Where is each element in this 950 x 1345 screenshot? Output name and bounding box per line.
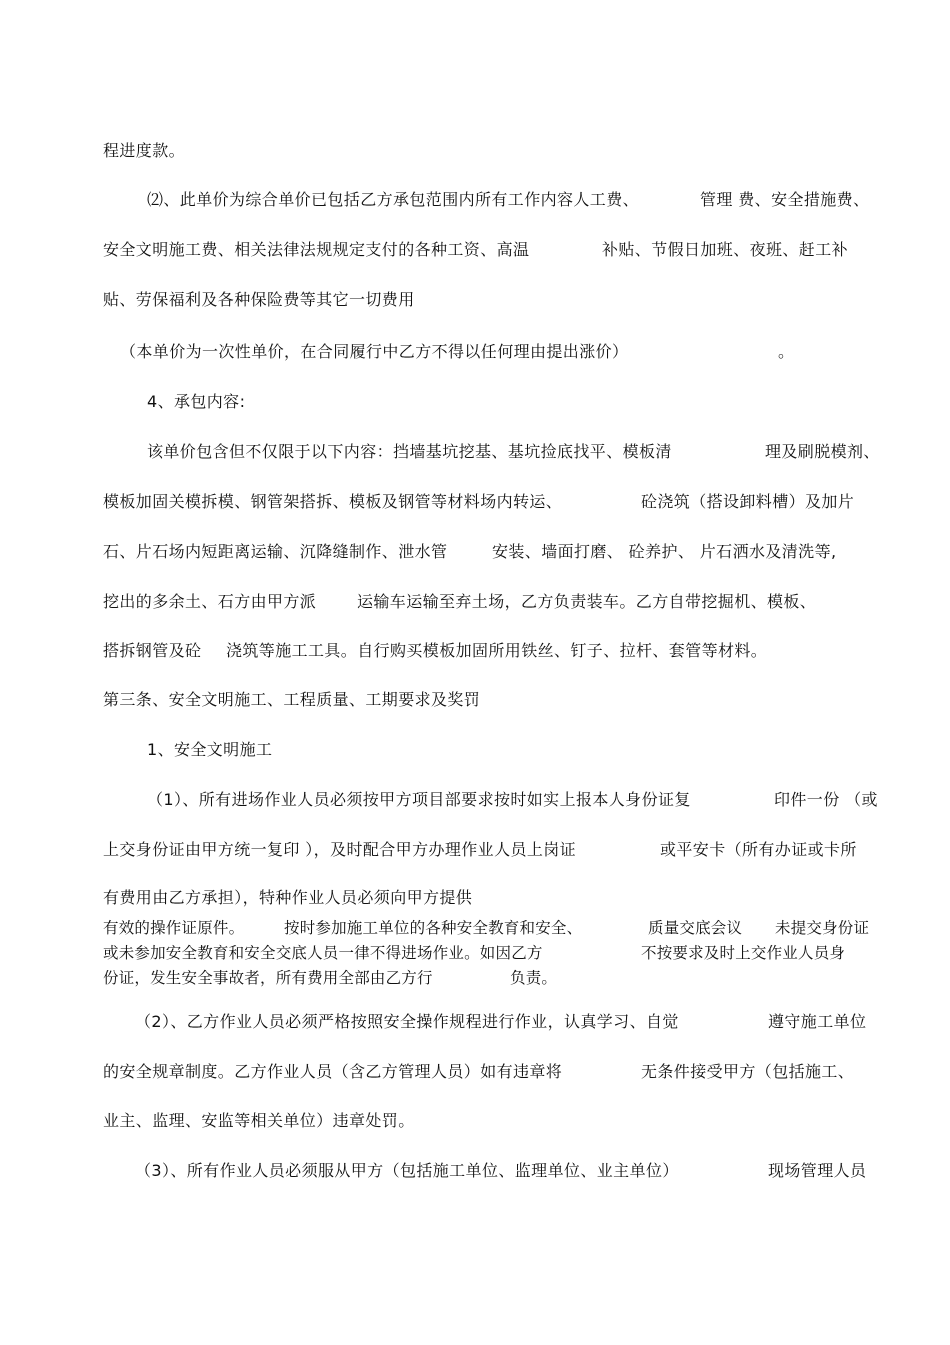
- text-line: （本单价为一次性单价，在合同履行中乙方不得以任何理由提出涨价）: [120, 342, 629, 361]
- text-line: 安装、墙面打磨、 砼养护、 片石洒水及清洗等,: [492, 542, 837, 561]
- text-line: 石、片石场内短距离运输、沉降缝制作、泄水管: [103, 542, 448, 561]
- text-line: 搭拆钢管及砼: [103, 641, 202, 660]
- text-line: 不按要求及时上交作业人员身: [641, 944, 846, 962]
- text-line: 该单价包含但不仅限于以下内容：挡墙基坑挖基、基坑捡底找平、模板清: [147, 442, 672, 461]
- text-line: 无条件接受甲方（包括施工、: [641, 1062, 855, 1081]
- section-heading: 1、安全文明施工: [147, 740, 273, 759]
- text-line: 理及刷脱模剂、: [765, 442, 880, 461]
- text-line: 有效的操作证原件。: [103, 919, 245, 937]
- text-line: 砼浇筑（搭设卸料槽）及加片: [641, 492, 855, 511]
- text-line: 按时参加施工单位的各种安全教育和安全、: [284, 919, 583, 937]
- text-line: 印件一份 （或: [774, 790, 878, 809]
- text-line: 补贴、节假日加班、夜班、赶工补: [602, 240, 849, 259]
- article-heading: 第三条、安全文明施工、工程质量、工期要求及奖罚: [103, 690, 481, 709]
- text-line: 模板加固关模拆模、钢管架搭拆、模板及钢管等材料场内转运、: [103, 492, 563, 511]
- text-line: 质量交底会议: [648, 919, 743, 937]
- text-line: （3）、所有作业人员必须服从甲方（包括施工单位、监理单位、业主单位）: [135, 1161, 679, 1180]
- text-line: 未提交身份证: [775, 919, 870, 937]
- text-line: 遵守施工单位: [768, 1012, 867, 1031]
- text-line: 负责。: [510, 969, 558, 987]
- section-heading: 4、承包内容:: [147, 392, 246, 411]
- text-line: （2）、乙方作业人员必须严格按照安全操作规程进行作业，认真学习、自觉: [135, 1012, 679, 1031]
- text-line: 上交身份证由甲方统一复印 ），及时配合甲方办理作业人员上岗证: [103, 840, 577, 859]
- text-line: 程进度款。: [103, 141, 186, 160]
- text-line: 安全文明施工费、相关法律法规规定支付的各种工资、高温: [103, 240, 530, 259]
- text-line: 或未参加安全教育和安全交底人员一律不得进场作业。如因乙方: [103, 944, 543, 962]
- text-line: 的安全规章制度。乙方作业人员（含乙方管理人员）如有违章将: [103, 1062, 563, 1081]
- text-line: （1）、所有进场作业人员必须按甲方项目部要求按时如实上报本人身份证复: [147, 790, 691, 809]
- text-line: 挖出的多余土、石方由甲方派: [103, 592, 317, 611]
- text-line: 运输车运输至弃土场，乙方负责装车。乙方自带挖掘机、模板、: [357, 592, 817, 611]
- text-line: 份证，发生安全事故者，所有费用全部由乙方行: [103, 969, 433, 987]
- text-line: 。: [778, 342, 795, 361]
- text-line: 贴、劳保福利及各种保险费等其它一切费用: [103, 290, 415, 309]
- text-line: 管理 费、安全措施费、: [700, 190, 870, 209]
- text-line: 业主、监理、安监等相关单位）违章处罚。: [103, 1111, 415, 1130]
- text-line: 浇筑等施工工具。自行购买模板加固所用铁丝、钉子、拉杆、套管等材料。: [226, 641, 768, 660]
- text-line: 有费用由乙方承担），特种作业人员必须向甲方提供: [103, 888, 473, 907]
- text-line: ⑵、此单价为综合单价已包括乙方承包范围内所有工作内容人工费、: [147, 190, 640, 209]
- text-line: 或平安卡（所有办证或卡所: [660, 840, 857, 859]
- text-line: 现场管理人员: [768, 1161, 867, 1180]
